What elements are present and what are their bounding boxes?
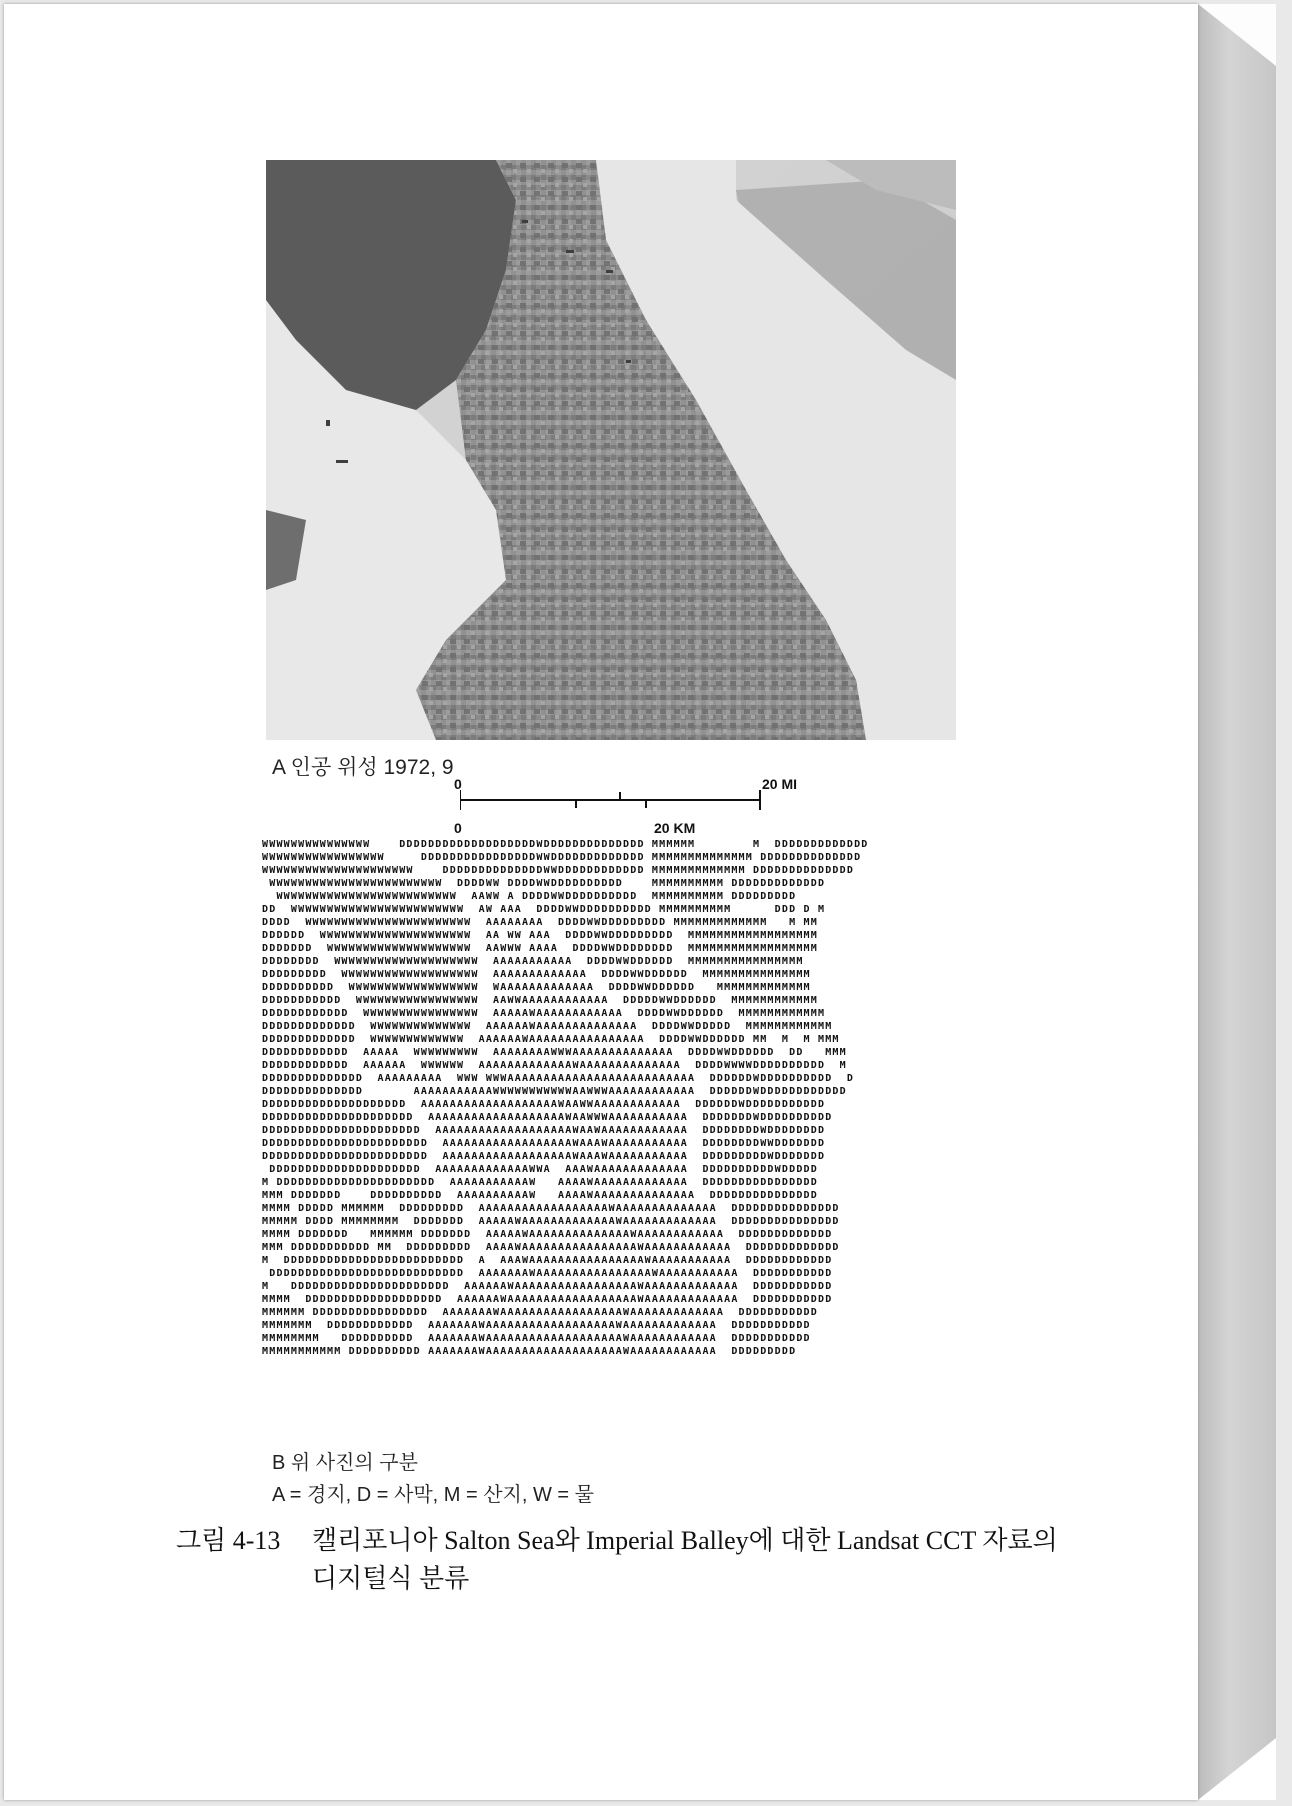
scale-mi-end: 20 MI: [762, 776, 798, 792]
figure-title-line1: 캘리포니아 Salton Sea와 Imperial Balley에 대한 Landsat CCT 자료의: [312, 1526, 1058, 1555]
printout-row: DDDDDDDDD WWWWWWWWWWWWWWWWWWW AAAAAAAAAAAAA DDDDWWDDDDDD MMMMMMMMMMMMMMM: [262, 969, 811, 980]
printout-row: M DDDDDDDDDDDDDDDDDDDDDDDDD A AAAWAAAAAAAAAAAAAAAAWAAAAAAAAAAA DDDDDDDDDDDD: [262, 1255, 833, 1266]
figure-label: 그림 4-13: [176, 1526, 281, 1555]
printout-row: MMM DDDDDDD DDDDDDDDDD AAAAAAAAAAW AAAAWAAAAAAAAAAAAAA DDDDDDDDDDDDDDD: [262, 1190, 818, 1201]
scale-bar-lines: [460, 776, 790, 836]
scale-km-end: 20 KM: [654, 820, 696, 836]
printout-row: DDDDDDDDDDD WWWWWWWWWWWWWWWWW AAWWAAAAAAAAAAAA DDDDDWWDDDDDD MMMMMMMMMMMM: [262, 995, 818, 1006]
printout-row: DDDDDDDDDDDDDDDDDDDDDDDDDDD AAAAAAAWAAAAAAAAAAAAAAAAWAAAAAAAAAAA DDDDDDDDDDD: [262, 1268, 833, 1279]
printout-row: DD WWWWWWWWWWWWWWWWWWWWWWWW AW AAA DDDDWWDDDDDDDDDD MMMMMMMMMM DDD D M: [262, 904, 826, 915]
printout-row: DDDDDDDDDDDDD WWWWWWWWWWWWWW AAAAAAWAAAAAAAAAAAAAA DDDDWWDDDDD MMMMMMMMMMMM: [262, 1021, 833, 1032]
figure-title-line2: 디지털식 분류: [312, 1564, 470, 1593]
satellite-photo: [266, 160, 956, 740]
printout-row: DDDDDDDDDDDDDDDDDDDDD AAAAAAAAAAAAAAAAAAAWAAWWWAAAAAAAAAAA DDDDDDDWDDDDDDDDDD: [262, 1112, 833, 1123]
printout-row: MMMMM DDDD MMMMMMMM DDDDDDD AAAAAWAAAAAAAAAAAAAWAAAAAAAAAAAAA DDDDDDDDDDDDDDD: [262, 1216, 840, 1227]
printout-row: DDDDDDDDDDDDDD AAAAAAAAA WWW WWWAAAAAAAAAAAAAAAAAAAAAAAAAA DDDDDDWDDDDDDDDDD D: [262, 1073, 855, 1084]
printout-row: MMMMMMM DDDDDDDDDDDD AAAAAAAWAAAAAAAAAAAAAAAAAAWAAAAAAAAAAAAA DDDDDDDDDDD: [262, 1320, 811, 1331]
printout-row: DDDDDD WWWWWWWWWWWWWWWWWWWWW AA WW AAA DDDDWWDDDDDDDDD MMMMMMMMMMMMMMMMMM: [262, 930, 818, 941]
classification-printout: [262, 838, 962, 1428]
printout-row: M DDDDDDDDDDDDDDDDDDDDDD AAAAAAAAAAAW AAAAWAAAAAAAAAAAAA DDDDDDDDDDDDDDDD: [262, 1177, 818, 1188]
printout-row: DDDDDDDDDDDDDDDDDDDDDDD AAAAAAAAAAAAAAAAAAWAAAWAAAAAAAAAAA DDDDDDDDDWDDDDDDD: [262, 1151, 826, 1162]
printout-row: MMMM DDDDDDD MMMMMM DDDDDDD AAAAAWAAAAAAAAAAAAAAWAAAAAAAAAAAA DDDDDDDDDDDDD: [262, 1229, 833, 1240]
printout-row: DDDDDDDDDDDDDDDDDDDD AAAAAAAAAAAAAAAAAAAWAAWWAAAAAAAAAAAA DDDDDDWDDDDDDDDDDD: [262, 1099, 826, 1110]
printout-row: WWWWWWWWWWWWWWWWWWWWWWWW DDDDWW DDDDWWDDDDDDDDDD MMMMMMMMMM DDDDDDDDDDDDD: [262, 878, 826, 889]
printout-row: DDDDDDDDDDDDDDDDDDDDD AAAAAAAAAAAAAWWA AAAWAAAAAAAAAAAAA DDDDDDDDDDWDDDDD: [262, 1164, 818, 1175]
printout-row: DDDDDDDDDD WWWWWWWWWWWWWWWWWW WAAAAAAAAAAAAA DDDDWWDDDDDD MMMMMMMMMMMMM: [262, 982, 811, 993]
printout-row: DDDDDDDDDDDD AAAAA WWWWWWWWW AAAAAAAAWWWAAAAAAAAAAAAAA DDDDWWDDDDDD DD MMM: [262, 1047, 847, 1058]
printout-row: DDDD WWWWWWWWWWWWWWWWWWWWWWW AAAAAAAA DDDDWWDDDDDDDDD MMMMMMMMMMMMM M MM: [262, 917, 818, 928]
printout-row: MMMMMM DDDDDDDDDDDDDDDD AAAAAAAWAAAAAAAAAAAAAAAAAWAAAAAAAAAAAAA DDDDDDDDDDD: [262, 1307, 818, 1318]
printout-row: DDDDDDDDDDDDDDDDDDDDDD AAAAAAAAAAAAAAAAAAAWAAWAAAAAAAAAAAA DDDDDDDDWDDDDDDDD: [262, 1125, 826, 1136]
printout-row: DDDDDDD WWWWWWWWWWWWWWWWWWWW AAWWW AAAA DDDDWWDDDDDDDD MMMMMMMMMMMMMMMMMM: [262, 943, 818, 954]
printout-caption: B 위 사진의 구분: [272, 1452, 418, 1474]
scale-bar: [454, 776, 798, 836]
book-page-edge-bottom: [1198, 1738, 1276, 1800]
scale-mi-zero: 0: [454, 776, 462, 792]
figure-caption: [176, 1522, 1058, 1598]
printout-row: DDDDDDDDDDDD WWWWWWWWWWWWWWWW AAAAAWAAAAAAAAAAAA DDDDWWDDDDDD MMMMMMMMMMMM: [262, 1008, 826, 1019]
printout-row: DDDDDDDDDDDDD WWWWWWWWWWWWW AAAAAAWAAAAAAAAAAAAAAAA DDDDWWDDDDDD MM M M MMM: [262, 1034, 840, 1045]
printout-legend: A = 경지, D = 사막, M = 산지, W = 물: [272, 1484, 594, 1506]
printout-row: MMM DDDDDDDDDDD MM DDDDDDDDD AAAAWAAAAAAAAAAAAAAAAWAAAAAAAAAAAA DDDDDDDDDDDDD: [262, 1242, 840, 1253]
book-page-edge: [1198, 4, 1276, 1800]
book-page: [4, 4, 1198, 1800]
printout-row: MMMMMMMMMMM DDDDDDDDDD AAAAAAAWAAAAAAAAAAAAAAAAAAAWAAAAAAAAAAAA DDDDDDDDD: [262, 1346, 797, 1357]
printout-row: WWWWWWWWWWWWWWW DDDDDDDDDDDDDDDDDDDWDDDDDDDDDDDDDD MMMMMM M DDDDDDDDDDDDD: [262, 839, 869, 850]
photo-caption: A 인공 위성 1972, 9: [272, 756, 454, 779]
printout-row: WWWWWWWWWWWWWWWWWWWWWWWWW AAWW A DDDDWWDDDDDDDDDD MMMMMMMMMM DDDDDDDDD: [262, 891, 797, 902]
printout-row: DDDDDDDDDDDD AAAAAA WWWWWW AAAAAAAAAAAAAWAAAAAAAAAAAAAA DDDDWWWWDDDDDDDDDD M: [262, 1060, 847, 1071]
printout-row: DDDDDDDDDDDDDD AAAAAAAAAAAWWWWWWWWWWWAAWWWAAAAAAAAAAAA DDDDDDWDDDDDDDDDDDD: [262, 1086, 847, 1097]
scale-km-zero: 0: [454, 820, 462, 836]
printout-row: MMMM DDDDDDDDDDDDDDDDDDD AAAAAAWAAAAAAAAAAAAAAAAAAWAAAAAAAAAAAAA DDDDDDDDDDD: [262, 1294, 833, 1305]
printout-row: WWWWWWWWWWWWWWWWW DDDDDDDDDDDDDDDDWWDDDDDDDDDDDDD MMMMMMMMMMMMMM DDDDDDDDDDDDDD: [262, 852, 862, 863]
printout-row: MMMMMMMM DDDDDDDDDD AAAAAAAWAAAAAAAAAAAAAAAAAAAWAAAAAAAAAAAA DDDDDDDDDDD: [262, 1333, 811, 1344]
printout-row: DDDDDDDDDDDDDDDDDDDDDDD AAAAAAAAAAAAAAAAAAWAAAWAAAAAAAAAAA DDDDDDDDWWDDDDDDD: [262, 1138, 826, 1149]
printout-row: WWWWWWWWWWWWWWWWWWWWW DDDDDDDDDDDDDDWWDDDDDDDDDDDD MMMMMMMMMMMMM DDDDDDDDDDDDDD: [262, 865, 855, 876]
book-page-edge-top: [1198, 4, 1276, 66]
printout-row: MMMM DDDDD MMMMMM DDDDDDDDD AAAAAAAAAAAAAAAAAAWAAAAAAAAAAAAAA DDDDDDDDDDDDDDD: [262, 1203, 840, 1214]
printout-row: M DDDDDDDDDDDDDDDDDDDDDD AAAAAAWAAAAAAAAAAAAAAAAAWAAAAAAAAAAAAA DDDDDDDDDDD: [262, 1281, 833, 1292]
printout-row: DDDDDDDD WWWWWWWWWWWWWWWWWWWW AAAAAAAAAAA DDDDWWDDDDDD MMMMMMMMMMMMMMMM: [262, 956, 804, 967]
